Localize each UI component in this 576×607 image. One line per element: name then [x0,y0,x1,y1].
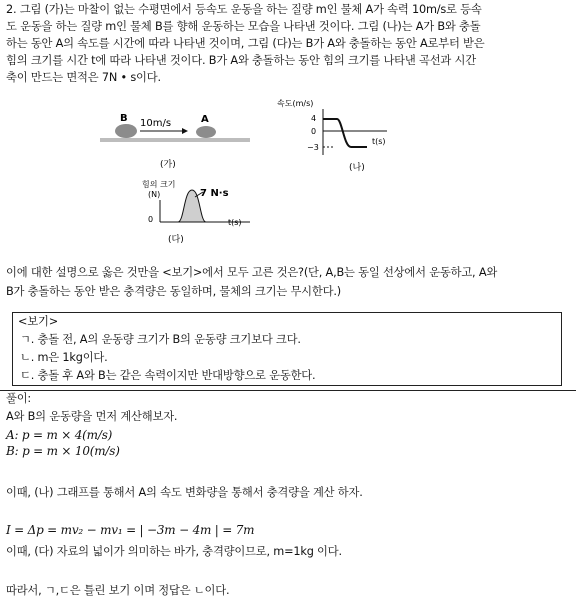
na-velocity-curve [323,119,367,147]
speed-label: 10m/s [140,118,172,129]
solution-step: 이때, (나) 그래프를 통해서 A의 속도 변화량을 통해서 충격량을 계산 하자. [6,486,363,499]
problem-line-3: 하는 동안 A의 속도를 시간에 따라 나타낸 것이며, 그림 (다)는 B가 A와 충돌하는 동안 A로부터 받은 [6,37,485,50]
label-a: A [201,114,209,125]
na-xlabel: t(s) [372,137,386,146]
na-ylabel: 속도(m/s) [277,99,314,108]
ball-a [196,126,216,138]
da-origin: 0 [148,215,154,224]
figure-ga [90,110,260,180]
section-divider [0,390,576,391]
problem-line-2: 도 운동을 하는 질량 m인 물체 B를 향해 운동하는 모습을 나타낸 것이다. 그림 (나)는 A가 B와 충돌 [6,20,481,33]
solution-step-2: 이때, (다) 자료의 넓이가 의미하는 바가, 충격량이므로, m=1kg 이다. [6,545,342,558]
solution-label: 풀이: [6,392,32,405]
equation-impulse: I = Δp = mv₂ − mv₁ = | −3m − 4m | = 7m [6,523,255,537]
solution-conclusion: 따라서, ㄱ,ㄷ은 틀린 보기 이며 정답은 ㄴ이다. [6,584,230,597]
problem-line-4: 힘의 크기를 시간 t에 따라 나타낸 것이다. B가 A와 충돌하는 동안 힘의 크기를 나타낸 곡선과 시간 [6,54,476,67]
caption-ga: (가) [160,160,176,170]
na-tick-4: 4 [311,114,317,123]
bogi-title: <보기> [18,315,58,328]
figure-da [140,178,270,253]
ball-b [115,124,137,138]
equation-b: B: p = m × 10(m/s) [6,444,120,458]
ground-surface [100,138,250,142]
na-tick-m3: −3 [307,143,319,152]
arrow-head [182,128,188,134]
question-line-1: 이에 대한 설명으로 옳은 것만을 <보기>에서 모두 고른 것은?(단, A,B는 동일 선상에서 운동하고, A와 [6,266,498,279]
na-tick-0: 0 [311,127,317,136]
label-b: B [120,113,128,124]
problem-line-1: 2. 그림 (가)는 마찰이 없는 수평면에서 등속도 운동을 하는 질량 m인 물체 A가 속력 10m/s로 등속 [6,3,482,16]
da-area-label: 7 N·s [200,188,229,199]
equation-a: A: p = m × 4(m/s) [6,428,113,442]
da-ylabel-2: (N) [148,190,161,199]
figure-na [275,97,405,177]
da-xlabel: t(s) [228,218,242,227]
problem-line-5: 축이 만드는 면적은 7N • s이다. [6,71,161,84]
da-ylabel-1: 힘의 크기 [142,180,176,189]
caption-da: (다) [168,235,184,245]
solution-intro: A와 B의 운동량을 먼저 계산해보자. [6,410,178,423]
caption-na: (나) [349,163,365,173]
bogi-item-3: ㄷ. 충돌 후 A와 B는 같은 속력이지만 반대방향으로 운동한다. [20,369,316,382]
bogi-item-1: ㄱ. 충돌 전, A의 운동량 크기가 B의 운동량 크기보다 크다. [20,333,301,346]
bogi-item-2: ㄴ. m은 1kg이다. [20,351,108,364]
question-line-2: B가 충돌하는 동안 받은 충격량은 동일하며, 물체의 크기는 무시한다.) [6,285,341,298]
